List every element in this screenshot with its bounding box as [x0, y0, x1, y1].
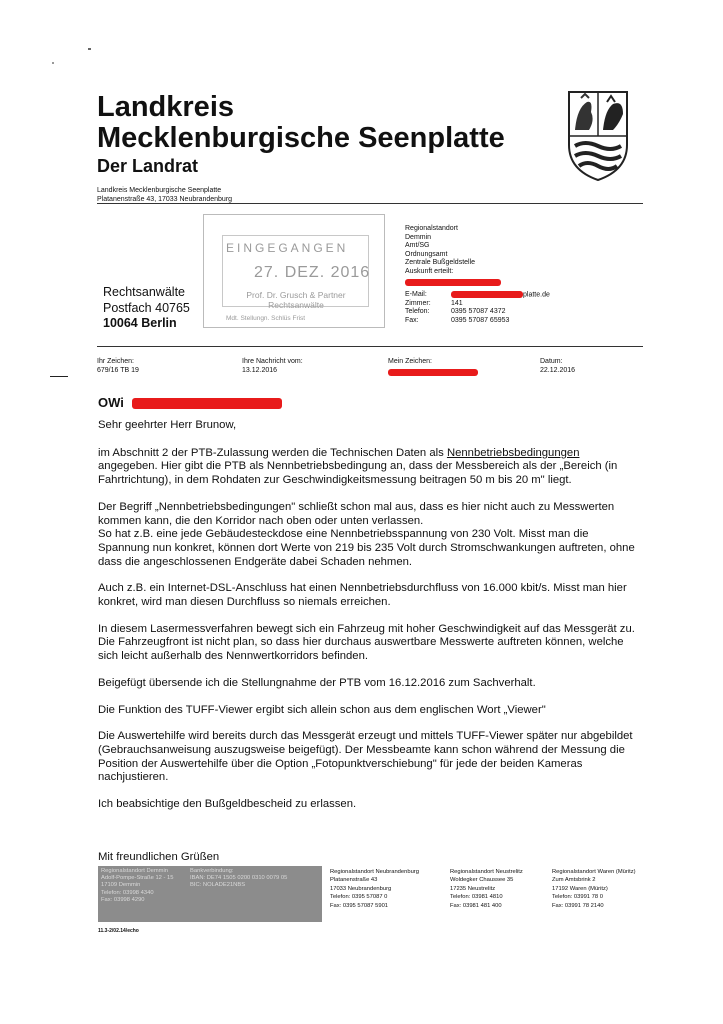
footer-line: Woldegker Chaussee 35 — [450, 877, 514, 884]
stamp-label: EINGEGANGEN — [226, 241, 349, 255]
subject-label: OWi — [98, 395, 124, 410]
footer-line: Regionalstandort Neustrelitz — [450, 869, 523, 875]
phone-value: 0395 57087 4372 — [451, 308, 506, 316]
footer-line: Telefon: 03998 4340 — [101, 889, 154, 896]
date-value: 22.12.2016 — [540, 366, 576, 374]
paragraph-2: Der Begriff „Nennbetriebsbedingungen" schließt schon mal aus, dass es hier nicht auch zu Messwerten kommen kann, die den Korridor nach oben oder unten verlassen. — [98, 500, 615, 527]
authority-subtitle: Der Landrat — [97, 156, 199, 176]
room-value: 141 — [451, 299, 463, 307]
footer-neustrelitz — [450, 868, 523, 910]
office-line: Auskunft erteilt: — [405, 267, 454, 275]
stamp-firm-line-1: Prof. Dr. Grusch & Partner — [246, 290, 346, 300]
paragraph-2b: So hat z.B. eine jede Gebäudesteckdose eine Nennbetriebsspannung von 230 Volt. Misst man die Spannung nun konkret, können dort Werte von 219 bis 235 Volt durch Stromschwankungen auftreten, ohne dass die angeschlossenen Endgeräte dabei Schaden nehmen. — [98, 528, 635, 568]
your-ref-value: 679/16 TB 19 — [97, 366, 139, 374]
footer-line: 17192 Waren (Müritz) — [552, 885, 608, 892]
office-line: Ordnungsamt — [405, 250, 448, 258]
your-ref-label: Ihr Zeichen: — [97, 358, 134, 365]
footer-neubrandenburg — [330, 868, 419, 910]
office-line: Amt/SG — [405, 242, 430, 250]
footer-line: Platanenstraße 43 — [330, 877, 378, 884]
footer-line: Telefon: 03991 78 0 — [552, 894, 603, 901]
letter-date — [540, 358, 575, 375]
subject-line — [98, 395, 282, 410]
title-line-2: Mecklenburgische Seenplatte — [97, 122, 505, 154]
received-stamp — [203, 214, 385, 328]
my-reference — [388, 358, 478, 376]
underlined-term: Nennbetriebsbedingungen — [446, 446, 580, 459]
footer-line: Fax: 03998 4290 — [101, 896, 145, 903]
footer-line: Regionalstandort Neubrandenburg — [330, 869, 419, 875]
fax-value: 0395 57087 65953 — [451, 316, 510, 324]
redaction-bar — [451, 291, 523, 298]
closing: Mit freundlichen Grüßen — [98, 851, 220, 863]
footer-bank — [190, 868, 287, 890]
your-msg-value: 13.12.2016 — [242, 366, 278, 374]
redaction-bar — [405, 279, 501, 286]
redaction-bar — [132, 398, 282, 409]
coat-of-arms-icon — [567, 90, 629, 182]
footer-line: Fax: 03981 481 400 — [450, 902, 502, 909]
sender-line-1: Landkreis Mecklenburgische Seenplatte — [97, 187, 222, 194]
recipient-address — [103, 285, 190, 332]
sender-address — [97, 186, 232, 204]
recipient-postbox: Postfach 40765 — [103, 300, 190, 315]
footer-line: 17033 Neubrandenburg — [330, 885, 392, 892]
footer-waren — [552, 868, 636, 910]
stamp-date: 27. DEZ. 2016 — [254, 264, 371, 281]
scan-mark — [52, 62, 54, 64]
my-ref-label: Mein Zeichen: — [388, 358, 432, 365]
letter-body — [98, 419, 638, 825]
paragraph-7: Die Auswertehilfe wird bereits durch das Messgerät erzeugt und mittels TUFF-Viewer später nur abgebildet (Gebrauchsanweisung auszugsweise beigefügt). Der Messbeamte kann schon während der Messung die Position der Auswertehilfe über die Option „Fotopunktverschiebung" für jede der beiden Kameras nachjustieren. — [98, 730, 633, 784]
email-row — [405, 291, 550, 300]
footer-demmin — [101, 868, 174, 904]
paragraph-1-b: angegeben. Hier gibt die PTB als Nennbetriebsbedingung an, dass der Messbereich als der „Bereich (in Fahrtrichtung), in dem Rohdaten zur Geschwindigkeitsmessung beitragen 50 m bis 20 m" liegt. — [98, 460, 618, 487]
divider — [97, 346, 643, 347]
footer-line: Regionalstandort Demmin — [101, 868, 169, 874]
email-label: E-Mail: — [405, 290, 427, 298]
divider — [97, 203, 643, 204]
paragraph-5: Beigefügt übersende ich die Stellungnahme der PTB vom 16.12.2016 zum Sachverhalt. — [98, 676, 536, 689]
footer-line: Regionalstandort Waren (Müritz) — [552, 869, 636, 875]
footer-line: Telefon: 03981 4810 — [450, 894, 503, 901]
footer-line: Fax: 0395 57087 5901 — [330, 902, 389, 909]
footer-line: BIC: NOLADE21NBS — [190, 882, 246, 889]
footer-line: Zum Amtsbrink 2 — [552, 877, 596, 884]
room-label: Zimmer: — [405, 299, 431, 307]
fax-label: Fax: — [405, 316, 419, 324]
authority-title — [97, 92, 505, 154]
phone-row — [405, 308, 550, 317]
office-line: Demmin — [405, 233, 432, 241]
paragraph-8: Ich beabsichtige den Bußgeldbescheid zu erlassen. — [98, 798, 357, 811]
your-message — [242, 358, 303, 375]
title-line-1: Landkreis — [97, 91, 234, 123]
footer-line: 17109 Demmin — [101, 882, 141, 889]
sender-line-2: Platanenstraße 43, 17033 Neubrandenburg — [97, 196, 233, 203]
paragraph-1 — [98, 447, 638, 488]
footer-line: 17235 Neustrelitz — [450, 885, 496, 892]
footer-line: Bankverbindung: — [190, 868, 234, 874]
salutation: Sehr geehrter Herr Brunow, — [98, 419, 237, 431]
scan-mark — [88, 48, 91, 50]
fax-row — [405, 317, 550, 326]
paragraph-4: In diesem Lasermessverfahren bewegt sich ein Fahrzeug mit hoher Geschwindigkeit auf das Messgerät zu. Die Fahrzeugfront ist nicht plan, so dass hier durchaus auswertbare Messwerte auftreten können, welche sich leicht außerhalb des Nennwertkorridors befinden. — [98, 622, 635, 663]
your-reference — [97, 358, 139, 375]
office-line: Zentrale Bußgeldstelle — [405, 259, 476, 267]
redaction-bar — [388, 369, 478, 376]
email-suffix: platte.de — [523, 290, 550, 298]
your-msg-label: Ihre Nachricht vom: — [242, 358, 303, 365]
footer-line: Adolf-Pompe-Straße 12 - 15 — [101, 875, 174, 882]
stamp-firm-line-2: Rechtsanwälte — [268, 300, 324, 310]
room-row — [405, 300, 550, 309]
recipient-city: 10064 Berlin — [103, 316, 177, 330]
footer-line: IBAN: DE74 1505 0200 0310 0079 05 — [190, 875, 288, 882]
paragraph-3: Auch z.B. ein Internet-DSL-Anschluss hat einen Nennbetriebsdurchfluss von 16.000 kbit/s. Misst man hier konkret, wird man diesen Durchfluss so niemals erreichen. — [98, 582, 627, 609]
footer-line: Telefon: 0395 57087 0 — [330, 894, 388, 901]
stamp-firm — [226, 290, 366, 310]
fold-mark — [50, 376, 68, 377]
office-line: Regionalstandort — [405, 225, 458, 232]
office-contact — [405, 225, 550, 325]
date-label: Datum: — [540, 358, 563, 365]
paragraph-1-a: im Abschnitt 2 der PTB-Zulassung werden die Technischen Daten als — [98, 446, 447, 459]
recipient-name: Rechtsanwälte — [103, 285, 185, 299]
document-code: 11.3-2/02.14/echo — [98, 928, 139, 934]
phone-label: Telefon: — [405, 308, 430, 316]
stamp-footer: Mdt. Stellungn. Schlüs Frist — [226, 315, 306, 322]
paragraph-6: Die Funktion des TUFF-Viewer ergibt sich allein schon aus dem englischen Wort „Viewer" — [98, 703, 546, 716]
footer-line: Fax: 03991 78 2140 — [552, 902, 604, 909]
footer-demmin-bank — [98, 866, 322, 922]
